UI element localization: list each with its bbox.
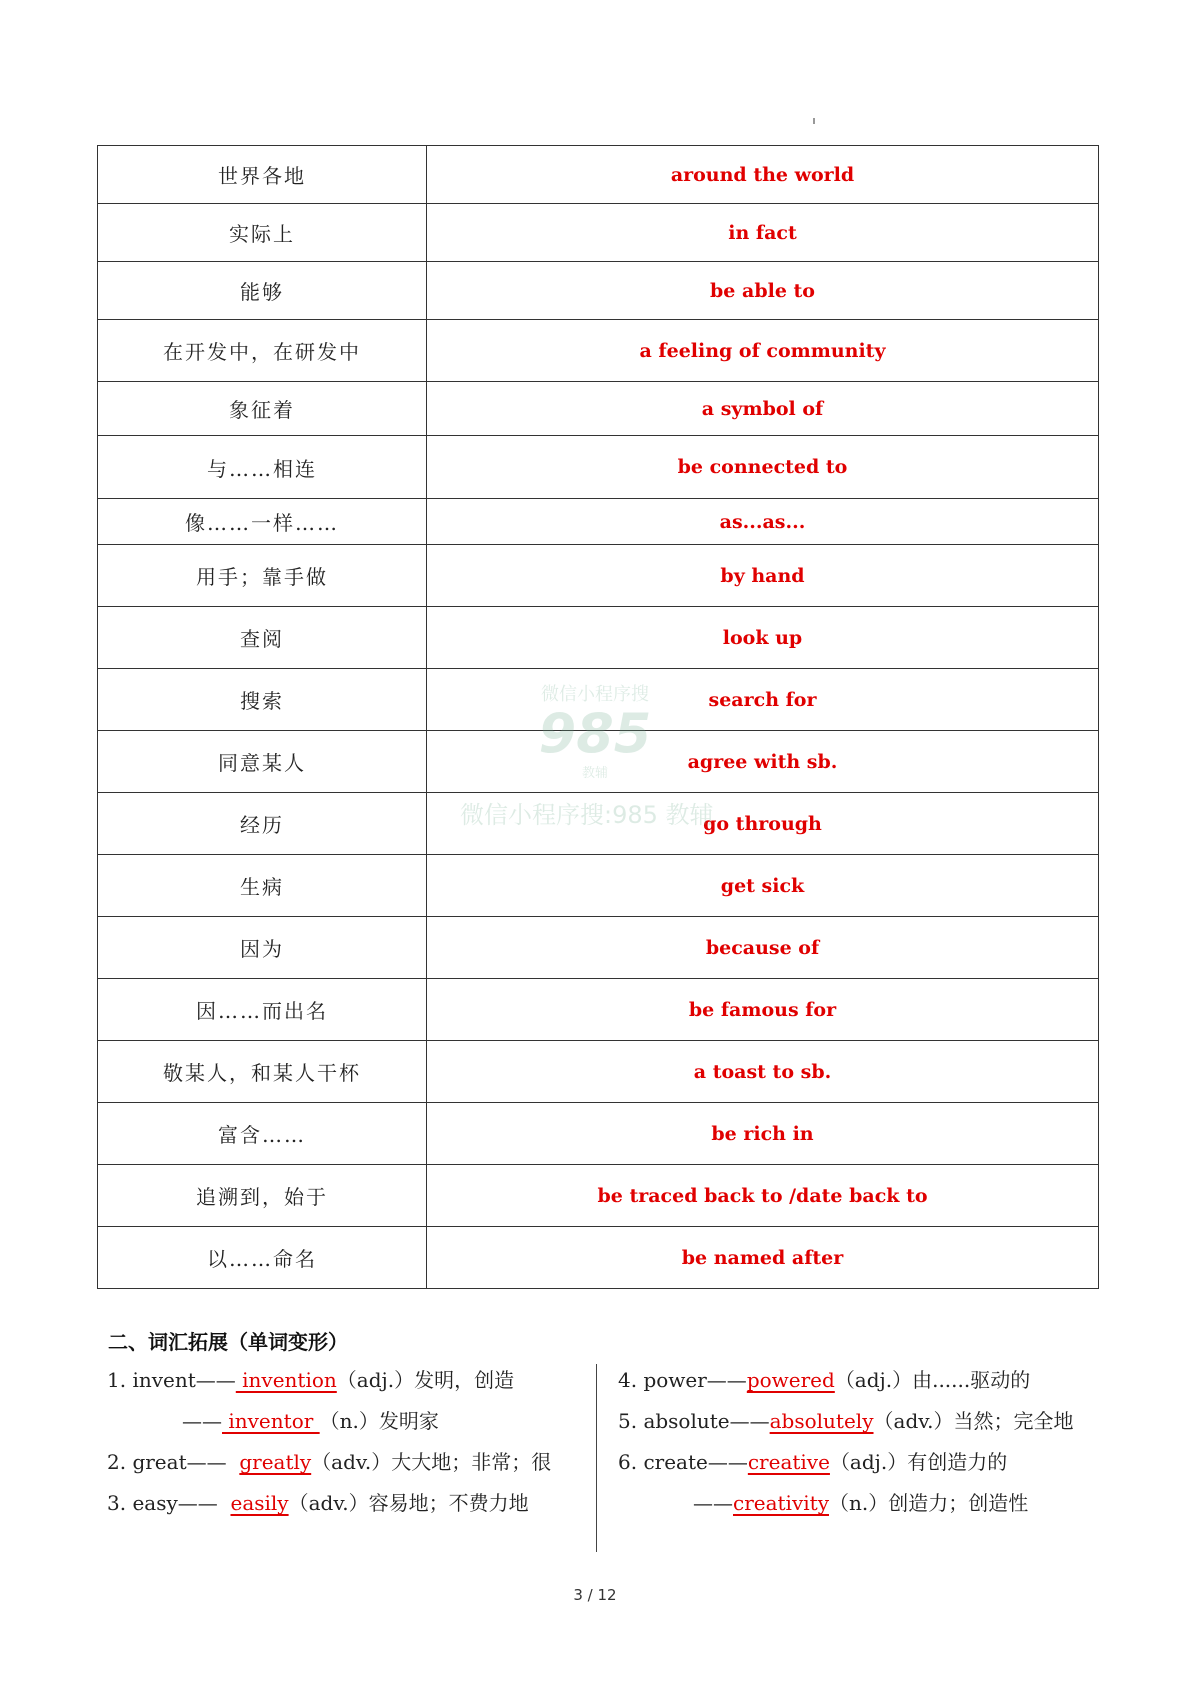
english-cell: be famous for — [427, 979, 1099, 1041]
word-form-line — [618, 1360, 1118, 1401]
word-form-suffix: （adj.）发明，创造 — [336, 1368, 515, 1392]
table-row — [98, 146, 1099, 204]
word-form-prefix: 6. create—— — [618, 1450, 748, 1474]
word-form-prefix: 4. power—— — [618, 1368, 747, 1392]
word-form-line — [618, 1401, 1118, 1442]
table-row — [98, 1165, 1099, 1227]
table-row — [98, 320, 1099, 382]
word-forms-left-column — [107, 1360, 587, 1524]
word-form-suffix: （adj.）由......驱动的 — [834, 1368, 1031, 1392]
word-form-suffix: （adv.）容易地；不费力地 — [288, 1491, 529, 1515]
chinese-cell: 与……相连 — [98, 436, 427, 499]
chinese-cell: 因为 — [98, 917, 427, 979]
table-row — [98, 669, 1099, 731]
word-form-line — [107, 1442, 587, 1483]
english-cell: go through — [427, 793, 1099, 855]
word-form-prefix: 5. absolute—— — [618, 1409, 770, 1433]
chinese-cell: 能够 — [98, 262, 427, 320]
table-row — [98, 545, 1099, 607]
word-form-answer: invention — [235, 1368, 337, 1392]
english-cell: search for — [427, 669, 1099, 731]
word-form-suffix: （n.）创造力；创造性 — [829, 1491, 1029, 1515]
word-form-line — [107, 1401, 587, 1442]
table-row — [98, 382, 1099, 436]
table-row — [98, 436, 1099, 499]
table-row — [98, 1041, 1099, 1103]
chinese-cell: 实际上 — [98, 204, 427, 262]
english-cell: be able to — [427, 262, 1099, 320]
word-form-answer: easily — [230, 1491, 289, 1515]
watermark-top-text: 微信小程序搜 — [541, 684, 649, 705]
chinese-cell: 生病 — [98, 855, 427, 917]
chinese-cell: 因……而出名 — [98, 979, 427, 1041]
table-row — [98, 499, 1099, 545]
watermark-number: 985 — [538, 702, 652, 765]
table-row — [98, 855, 1099, 917]
chinese-cell: 搜索 — [98, 669, 427, 731]
english-cell: as...as... — [427, 499, 1099, 545]
page-mark — [813, 118, 815, 124]
chinese-cell: 敬某人，和某人干杯 — [98, 1041, 427, 1103]
table-row — [98, 731, 1099, 793]
word-form-line — [618, 1483, 1118, 1524]
word-form-line — [107, 1360, 587, 1401]
table-row — [98, 607, 1099, 669]
word-form-prefix: 3. easy—— — [107, 1491, 231, 1515]
english-cell: look up — [427, 607, 1099, 669]
chinese-cell: 以……命名 — [98, 1227, 427, 1289]
word-form-suffix: （adv.）大大地；非常；很 — [311, 1450, 552, 1474]
word-form-answer: inventor — [222, 1409, 320, 1433]
english-cell: be rich in — [427, 1103, 1099, 1165]
watermark-bottom-text: 微信小程序搜:985 教辅 — [460, 801, 714, 829]
chinese-cell: 富含…… — [98, 1103, 427, 1165]
table-row — [98, 979, 1099, 1041]
english-cell: a symbol of — [427, 382, 1099, 436]
section-title: 二、词汇拓展（单词变形） — [108, 1330, 348, 1354]
chinese-cell: 追溯到，始于 — [98, 1165, 427, 1227]
chinese-cell: 经历 — [98, 793, 427, 855]
english-cell: a feeling of community — [427, 320, 1099, 382]
table-row — [98, 1227, 1099, 1289]
word-form-suffix: （n.）发明家 — [319, 1409, 439, 1433]
word-form-answer: absolutely — [769, 1409, 874, 1433]
word-form-suffix: （adv.）当然；完全地 — [873, 1409, 1074, 1433]
english-cell: be named after — [427, 1227, 1099, 1289]
word-form-prefix: —— — [182, 1409, 222, 1433]
word-form-prefix: 1. invent—— — [107, 1368, 236, 1392]
word-form-prefix: —— — [693, 1491, 733, 1515]
word-form-line — [618, 1442, 1118, 1483]
table-row — [98, 204, 1099, 262]
word-form-line — [107, 1483, 587, 1524]
word-form-suffix: （adj.）有创造力的 — [829, 1450, 1008, 1474]
word-form-answer: creativity — [733, 1491, 829, 1515]
english-cell: because of — [427, 917, 1099, 979]
word-forms-right-column — [618, 1360, 1118, 1524]
chinese-cell: 同意某人 — [98, 731, 427, 793]
word-form-answer: greatly — [239, 1450, 312, 1474]
english-cell: be traced back to /date back to — [427, 1165, 1099, 1227]
chinese-cell: 用手；靠手做 — [98, 545, 427, 607]
english-cell: agree with sb. — [427, 731, 1099, 793]
chinese-cell: 像……一样…… — [98, 499, 427, 545]
chinese-cell: 查阅 — [98, 607, 427, 669]
chinese-cell: 象征着 — [98, 382, 427, 436]
english-cell: in fact — [427, 204, 1099, 262]
table-row — [98, 793, 1099, 855]
watermark-sub-text: 教辅 — [581, 766, 608, 781]
english-cell: a toast to sb. — [427, 1041, 1099, 1103]
table-row — [98, 917, 1099, 979]
table-row — [98, 262, 1099, 320]
english-cell: get sick — [427, 855, 1099, 917]
page-number: 3 / 12 — [573, 1586, 617, 1604]
chinese-cell: 在开发中，在研发中 — [98, 320, 427, 382]
word-form-answer: powered — [746, 1368, 835, 1392]
column-divider — [596, 1364, 597, 1552]
english-cell: be connected to — [427, 436, 1099, 499]
vocab-table — [97, 145, 1099, 1289]
word-form-answer: creative — [747, 1450, 830, 1474]
english-cell: by hand — [427, 545, 1099, 607]
table-row — [98, 1103, 1099, 1165]
chinese-cell: 世界各地 — [98, 146, 427, 204]
english-cell: around the world — [427, 146, 1099, 204]
word-form-prefix: 2. great—— — [107, 1450, 240, 1474]
